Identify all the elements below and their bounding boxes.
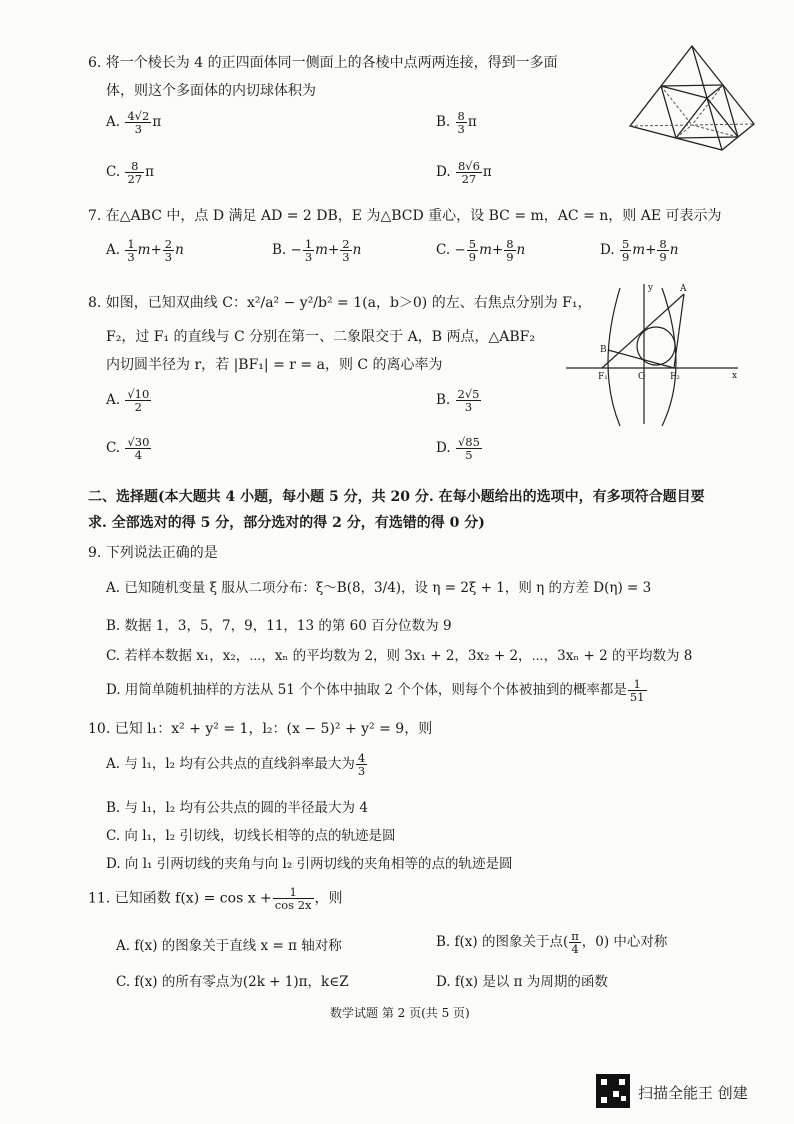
q7-option-c: C. − $\frac{5}{9}$ m+ $\frac{8}{9}$ n — [436, 237, 526, 265]
q6-option-a: A. $\frac{4√2}{3}$ π — [106, 109, 162, 137]
q7-stem: 7. 在△ABC 中，点 D 满足 AD = 2 DB，E 为△BCD 重心，设 BC = m，AC = n，则 AE 可表示为 — [88, 208, 722, 224]
q8-option-b: B. $\frac{2√5}{3}$ — [436, 387, 480, 415]
right-branch — [662, 288, 676, 426]
q10-option-c: C. 向 l₁，l₂ 引切线，切线长相等的点的轨迹是圆 — [106, 828, 396, 844]
q6-option-d: D. $\frac{8√6}{27}$ π — [436, 159, 492, 187]
page-footer: 数学试题 第 2 页(共 5 页) — [330, 1006, 470, 1020]
q11-option-d: D. f(x) 是以 π 为周期的函数 — [436, 974, 608, 990]
q6-option-b: B. $\frac{8}{3}$ π — [436, 109, 477, 137]
q8-option-d: D. $\frac{√85}{5}$ — [436, 435, 480, 463]
q11-stem: 11. 已知函数 f(x) = cos x + $\frac{1}{\cos 2x}$ ，则 — [88, 885, 343, 913]
q8-stem-line3: 内切圆半径为 r，若 |BF₁| = r = a，则 C 的离心率为 — [106, 357, 443, 373]
q10-option-a: A. 与 l₁，l₂ 均有公共点的直线斜率最大为 $\frac{4}{3}$ — [106, 751, 366, 779]
q8-stem-line1: 8. 如图，已知双曲线 C：x²/a² − y²/b² = 1(a，b＞0) 的左、右焦点分别为 F₁， — [88, 295, 592, 311]
section2-line1: 二、选择题(本大题共 4 小题，每小题 5 分，共 20 分. 在每小题给出的选项中，有多项符合题目要 — [88, 489, 705, 505]
q9-option-a: A. 已知随机变量 ξ 服从二项分布：ξ～B(8，3/4)，设 η = 2ξ + 1，则 η 的方差 D(η) = 3 — [106, 580, 652, 596]
label-y: y — [648, 283, 654, 293]
label-a: A — [680, 284, 687, 294]
label-x: x — [732, 371, 738, 381]
scanner-brand: 扫描全能王 创建 — [638, 1084, 748, 1102]
q9-stem: 9. 下列说法正确的是 — [88, 545, 218, 561]
q7-option-a: A. $\frac{1}{3}$ m+ $\frac{2}{3}$ n — [106, 237, 184, 265]
q10-option-d: D. 向 l₁ 引两切线的夹角与向 l₂ 引两切线的夹角相等的点的轨迹是圆 — [106, 856, 513, 872]
q9-option-d: D. 用简单随机抽样的方法从 51 个个体中抽取 2 个个体，则每个个体被抽到的概率都是 $\frac{1}{51}$ — [106, 677, 645, 705]
tetrahedron-figure — [622, 42, 762, 154]
q9-option-c: C. 若样本数据 x₁，x₂，⋯，xₙ 的平均数为 2，则 3x₁ + 2，3x₂ + 2，⋯，3xₙ + 2 的平均数为 8 — [106, 648, 693, 664]
q6-a-fraction: $\frac{4√2}{3}$ — [127, 109, 150, 137]
qr-code-icon — [596, 1074, 630, 1108]
label-f2: F₂ — [670, 372, 680, 382]
q8-stem-line2: F₂，过 F₁ 的直线与 C 分别在第一、二象限交于 A，B 两点，△ABF₂ — [106, 329, 535, 345]
label-f1: F₁ — [598, 372, 608, 382]
q11-option-b: B. f(x) 的图象关于点( $\frac{\pi}{4}$ ，0) 中心对称 — [436, 929, 668, 957]
q6-stem-line1: 6. 将一个棱长为 4 的正四面体同一侧面上的各棱中点两两连接，得到一多面 — [88, 55, 558, 71]
label-b: B — [600, 345, 607, 355]
q10-option-b: B. 与 l₁，l₂ 均有公共点的圆的半径最大为 4 — [106, 800, 368, 816]
q9-option-b: B. 数据 1，3，5，7，9，11，13 的第 60 百分位数为 9 — [106, 618, 452, 634]
q6-option-c: C. $\frac{8}{27}$ π — [106, 159, 154, 187]
q7-option-b: B. − $\frac{1}{3}$ m+ $\frac{2}{3}$ n — [272, 237, 362, 265]
q11-option-a: A. f(x) 的图象关于直线 x = π 轴对称 — [116, 938, 342, 954]
q8-option-c: C. $\frac{√30}{4}$ — [106, 435, 150, 463]
incircle — [637, 327, 675, 365]
q8-option-a: A. $\frac{√10}{2}$ — [106, 387, 150, 415]
hyperbola-figure — [562, 280, 742, 428]
q7-option-d: D. $\frac{5}{9}$ m+ $\frac{8}{9}$ n — [600, 237, 679, 265]
q11-option-c: C. f(x) 的所有零点为(2k + 1)π，k∈Z — [116, 974, 349, 990]
label-o: O — [638, 372, 646, 382]
q10-stem: 10. 已知 l₁：x² + y² = 1，l₂：(x − 5)² + y² = 9，则 — [88, 721, 433, 737]
q6-stem-line2: 体，则这个多面体的内切球体积为 — [106, 83, 316, 99]
section2-line2: 求. 全部选对的得 5 分，部分选对的得 2 分，有选错的得 0 分) — [88, 515, 485, 531]
